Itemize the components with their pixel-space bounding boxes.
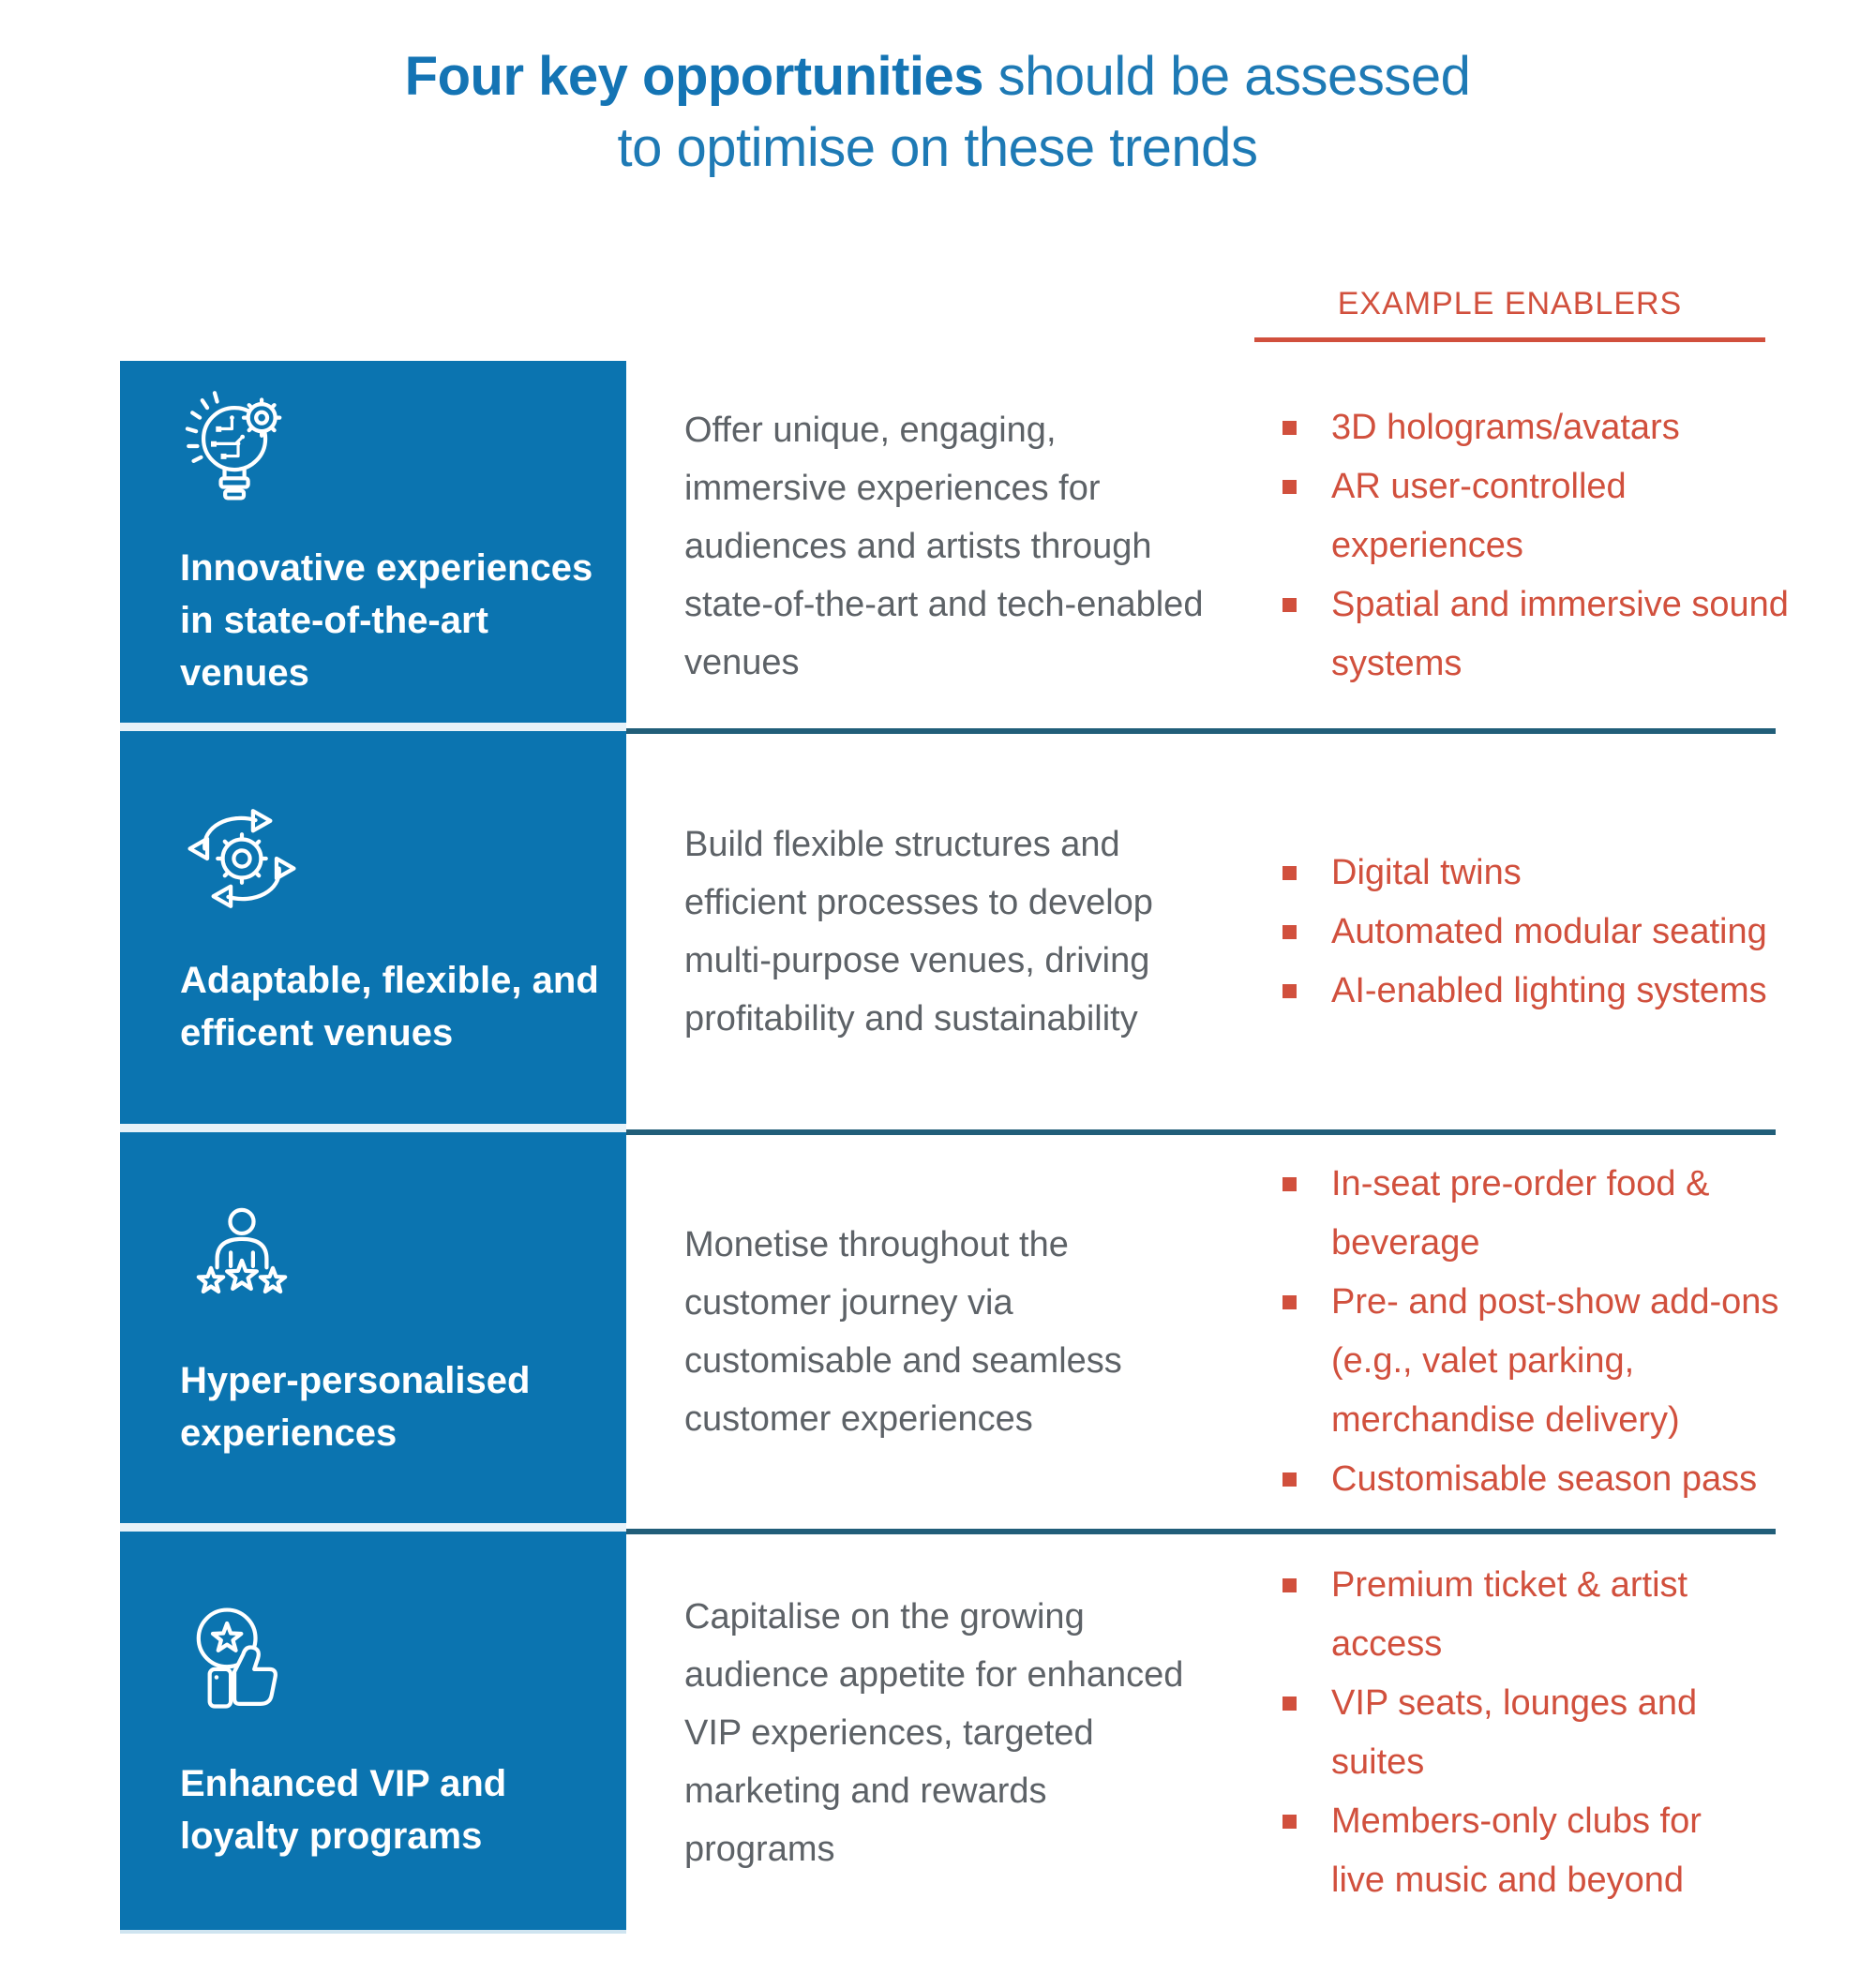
title-line2: to optimise on these trends [617,117,1258,178]
enabler-item: In-seat pre-order food & beverage [1254,1155,1793,1273]
title-rest: should be assessed [983,46,1471,107]
enabler-item: Customisable season pass [1254,1450,1793,1509]
innovation-bulb-gear-icon [180,384,304,508]
enablers-list [1254,1556,1793,1910]
opportunity-title: Adaptable, flexible, and efficent venues [180,959,599,1054]
opportunity-row-hyper-personalised [120,1132,1793,1532]
enabler-item: AI-enabled lighting systems [1254,962,1793,1021]
person-stars-icon [180,1197,304,1321]
enabler-item: Premium ticket & artist access [1254,1556,1753,1674]
enabler-item: VIP seats, lounges and suites [1254,1674,1753,1792]
title-line1 [0,41,1875,112]
page-title [0,41,1875,184]
opportunity-description: Monetise throughout the customer journey via customisable and seamless customer experiences [684,1225,1122,1439]
enabler-item: Pre- and post-show add-ons (e.g., valet parking, merchandise delivery) [1254,1273,1793,1450]
vip-badge-thumbs-up-icon [180,1600,304,1724]
opportunity-description: Build flexible structures and efficient processes to develop multi-purpose venues, driving profitability and sustainability [684,825,1153,1039]
example-enablers-header [1254,285,1765,342]
opportunity-card [120,361,626,731]
opportunity-row-vip-loyalty [120,1532,1793,1934]
opportunity-title: Enhanced VIP and loyalty programs [180,1762,507,1857]
opportunity-row-adaptable-venues [120,731,1793,1132]
enabler-item: Digital twins [1254,844,1793,903]
enabler-item: 3D holograms/avatars [1254,398,1793,457]
opportunity-description: Capitalise on the growing audience appetite for enhanced VIP experiences, targeted marketing and rewards programs [684,1596,1184,1869]
opportunity-title: Innovative experiences in state-of-the-art venues [180,547,593,694]
opportunity-rows [120,361,1793,1934]
opportunity-description: Offer unique, engaging, immersive experiences for audiences and artists through state-of-the-art and tech-enabled venues [684,410,1204,682]
enabler-item: Members-only clubs for live music and beyond [1254,1792,1753,1910]
opportunity-card [120,1532,626,1934]
enablers-list [1254,398,1793,694]
title-bold: Four key opportunities [404,46,984,107]
example-enablers-label: EXAMPLE ENABLERS [1337,286,1683,321]
enabler-item: Automated modular seating [1254,903,1793,962]
opportunity-title: Hyper-personalised experiences [180,1359,531,1454]
agile-gear-arrows-icon [180,797,304,920]
enablers-list [1254,844,1793,1021]
enablers-list [1254,1155,1793,1509]
enabler-item: Spatial and immersive sound systems [1254,575,1793,694]
opportunity-card [120,1132,626,1532]
opportunity-row-innovative-experiences [120,361,1793,731]
opportunity-card [120,731,626,1132]
enabler-item: AR user-controlled experiences [1254,457,1793,575]
enablers-underline [1254,337,1765,342]
